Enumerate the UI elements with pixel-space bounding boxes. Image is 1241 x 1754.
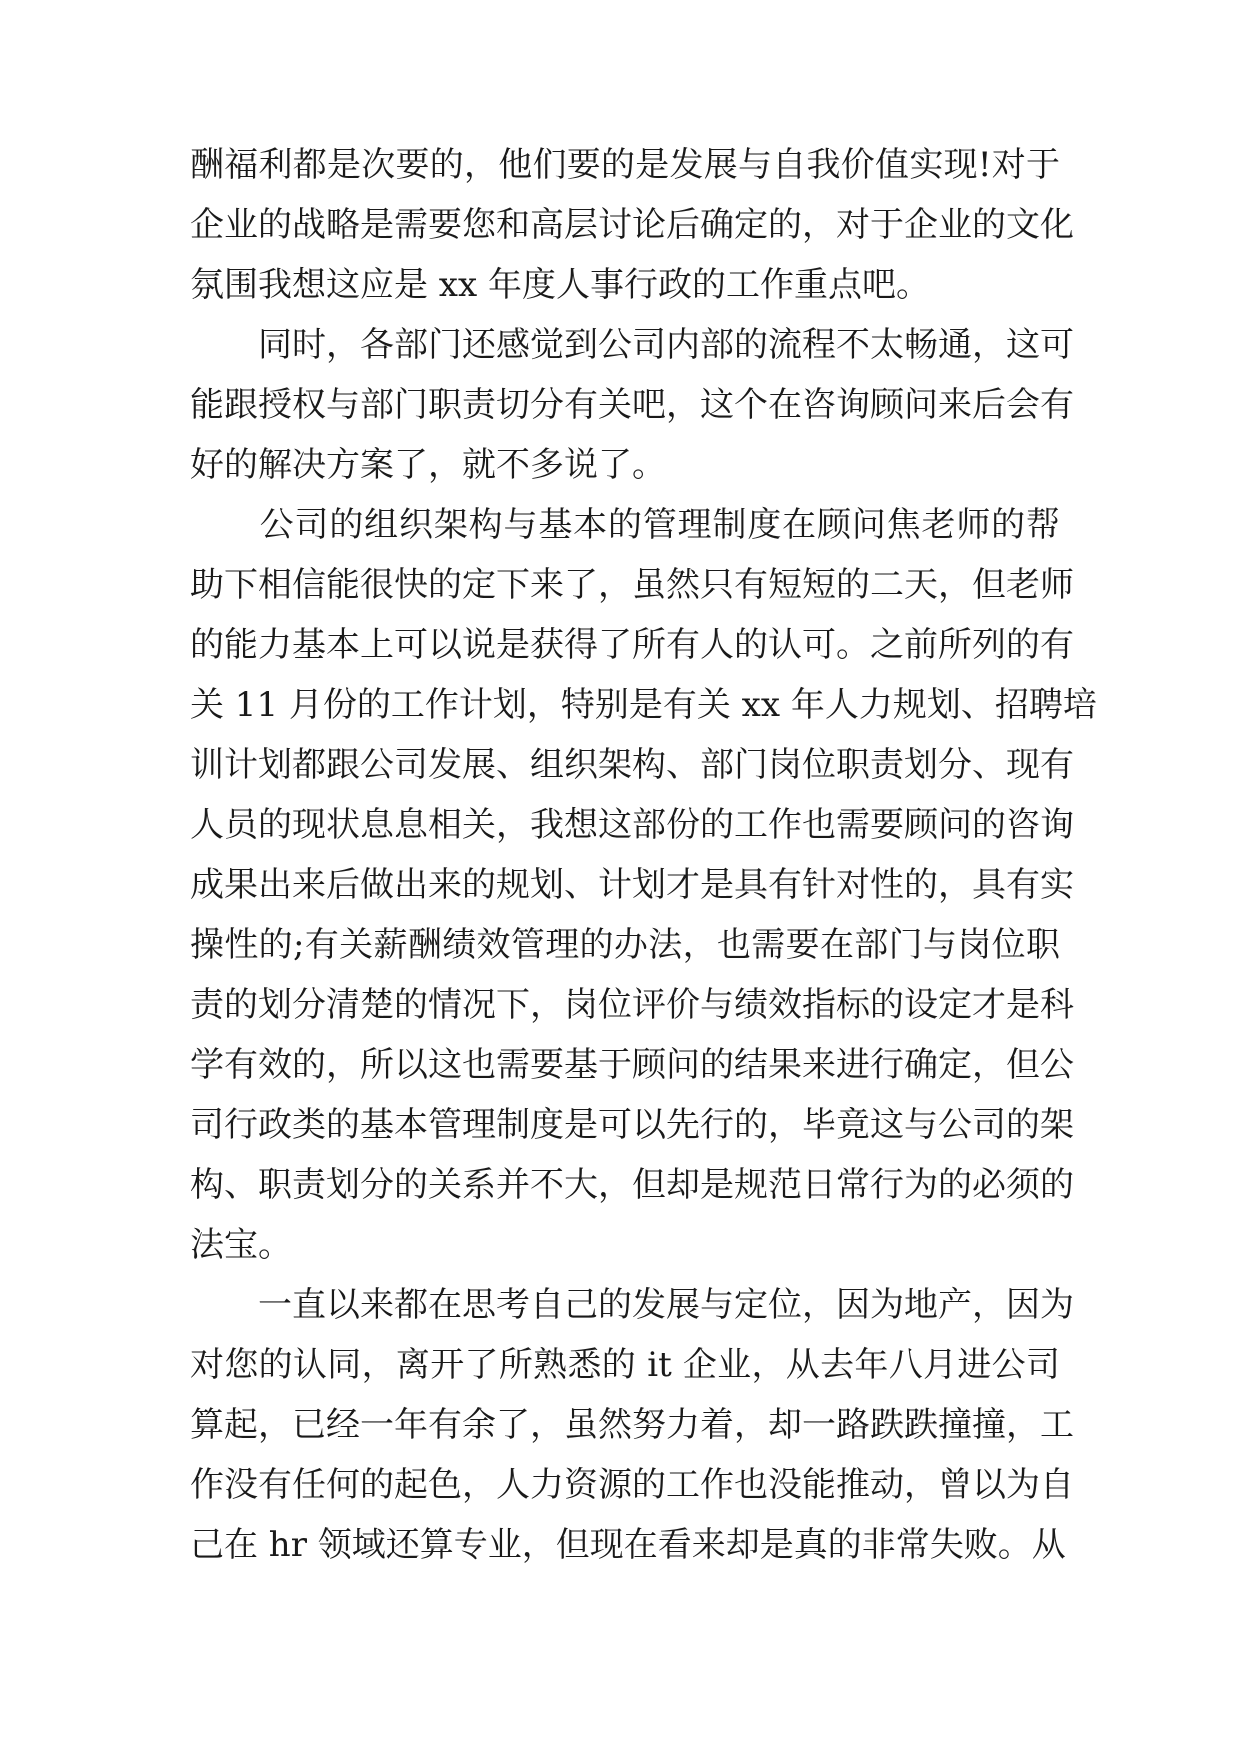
text-line: 训计划都跟公司发展、组织架构、部门岗位职责划分、现有 bbox=[190, 745, 1074, 785]
text-line: 算起，已经一年有余了，虽然努力着，却一路跌跌撞撞，工 bbox=[190, 1405, 1074, 1445]
text-line: 司行政类的基本管理制度是可以先行的，毕竟这与公司的架 bbox=[190, 1105, 1074, 1145]
text-line: 一直以来都在思考自己的发展与定位，因为地产，因为 bbox=[190, 1285, 1074, 1325]
text-line: 人员的现状息息相关，我想这部份的工作也需要顾问的咨询 bbox=[190, 805, 1074, 845]
text-line: 成果出来后做出来的规划、计划才是具有针对性的，具有实 bbox=[190, 865, 1074, 905]
text-line: 作没有任何的起色，人力资源的工作也没能推动，曾以为自 bbox=[190, 1465, 1074, 1505]
text-line: 好的解决方案了，就不多说了。 bbox=[190, 445, 666, 485]
text-line: 己在 hr 领域还算专业，但现在看来却是真的非常失败。从 bbox=[190, 1525, 1066, 1565]
text-line: 氛围我想这应是 xx 年度人事行政的工作重点吧。 bbox=[190, 265, 930, 305]
text-line: 法宝。 bbox=[190, 1225, 292, 1265]
text-line: 对您的认同，离开了所熟悉的 it 企业，从去年八月进公司 bbox=[190, 1345, 1060, 1385]
text-line: 能跟授权与部门职责切分有关吧，这个在咨询顾问来后会有 bbox=[190, 385, 1074, 425]
text-line: 企业的战略是需要您和高层讨论后确定的，对于企业的文化 bbox=[190, 205, 1074, 245]
text-line: 酬福利都是次要的，他们要的是发展与自我价值实现!对于 bbox=[190, 145, 1060, 185]
text-line: 操性的;有关薪酬绩效管理的办法，也需要在部门与岗位职 bbox=[190, 925, 1061, 965]
text-line: 公司的组织架构与基本的管理制度在顾问焦老师的帮 bbox=[190, 505, 1060, 545]
text-line: 助下相信能很快的定下来了，虽然只有短短的二天，但老师 bbox=[190, 565, 1074, 605]
text-line: 学有效的，所以这也需要基于顾问的结果来进行确定，但公 bbox=[190, 1045, 1074, 1085]
text-line: 责的划分清楚的情况下，岗位评价与绩效指标的设定才是科 bbox=[190, 985, 1074, 1025]
text-line: 的能力基本上可以说是获得了所有人的认可。之前所列的有 bbox=[190, 625, 1074, 665]
text-line: 构、职责划分的关系并不大，但却是规范日常行为的必须的 bbox=[190, 1165, 1074, 1205]
text-line: 关 11 月份的工作计划，特别是有关 xx 年人力规划、招聘培 bbox=[190, 685, 1097, 725]
text-line: 同时，各部门还感觉到公司内部的流程不太畅通，这可 bbox=[190, 325, 1074, 365]
